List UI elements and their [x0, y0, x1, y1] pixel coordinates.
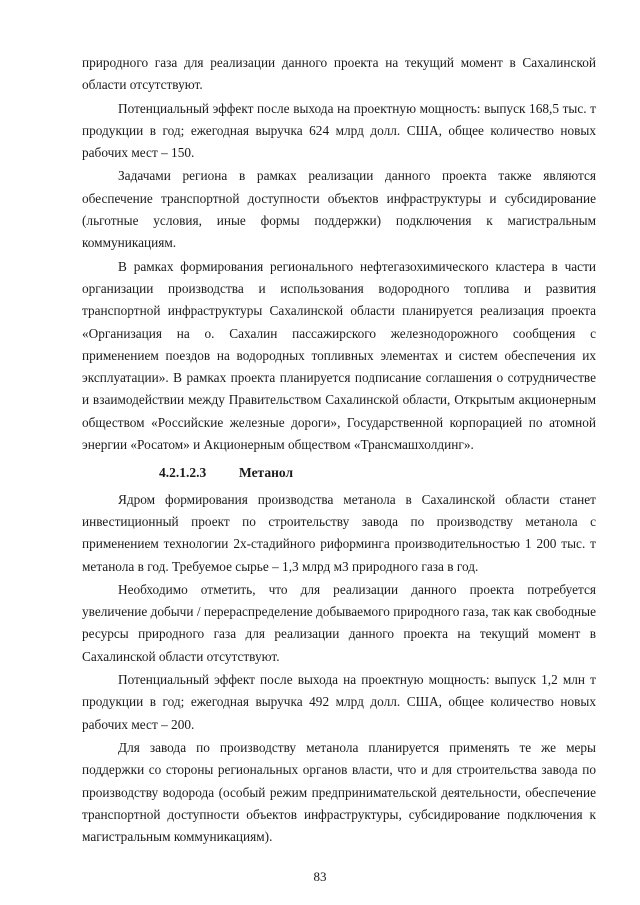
paragraph-methanol-core: Ядром формирования производства метанола в Сахалинской области станет инвестиционный проект по строительству завода по производству метанола с применением технологии 2х-стадийного риформинга производительностью 1 200 тыс. т метанола в год. Требуемое сырье – 1,3 млрд м3 природного газа в год. — [82, 491, 596, 574]
paragraph-potential-effect-hydrogen: Потенциальный эффект после выхода на проектную мощность: выпуск 168,5 тыс. т продукции в год; ежегодная выручка 624 млрд долл. США, общее количество новых рабочих мест – 150. — [82, 100, 596, 161]
page-number: 83 — [313, 869, 327, 884]
paragraph-potential-effect-methanol: Потенциальный эффект после выхода на проектную мощность: выпуск 1,2 млн т продукции в год; ежегодная выручка 492 млрд долл. США, общее количество новых рабочих мест – 200. — [82, 672, 596, 732]
paragraph-gas-supply: Необходимо отметить, что для реализации данного проекта потребуется увеличение добычи / перераспределение добываемого природного газа, так как свободные ресурсы природного газа для реализации данного проекта на текущий момент в Сахалинской области отсутствуют. — [82, 581, 596, 664]
section-heading — [82, 462, 596, 484]
paragraph-continuation: природного газа для реализации данного проекта на текущий момент в Сахалинской области отсутствуют. — [82, 55, 596, 93]
body-text — [82, 52, 596, 849]
paragraph-support-measures: Для завода по производству метанола планируется применять те же меры поддержки со стороны региональных органов власти, что и для строительства завода по производству водорода (особый режим предпринимательской деятельности, обеспечение транспортной доступности объектов инфраструктуры, субсидирование подключения к магистральным коммуникациям). — [82, 739, 596, 845]
section-title: Метанол — [239, 465, 294, 481]
paragraph-hydrogen-railway: В рамках формирования регионального нефтегазохимического кластера в части организации производства и использования водородного топлива и развития транспортной инфраструктуры Сахалинской области планируется реализация проекта «Организация на о. Сахалин пассажирского железнодорожного сообщения с применением поездов на водородных топливных элементах и систем обеспечения их эксплуатации». В рамках проекта планируется подписание соглашения о сотрудничестве и взаимодействии между Правительством Сахалинской области, Открытым акционерным обществом «Российские железные дороги», Государственной корпорацией по атомной энергии «Росатом» и Акционерным обществом «Трансмашхолдинг». — [82, 258, 596, 453]
paragraph-region-tasks: Задачами региона в рамках реализации данного проекта также являются обеспечение транспортной доступности объектов инфраструктуры и субсидирование (льготные условия, иные формы поддержки) подключения к магистральным коммуникациям. — [82, 168, 596, 251]
section-number: 4.2.1.2.3 — [159, 465, 207, 481]
